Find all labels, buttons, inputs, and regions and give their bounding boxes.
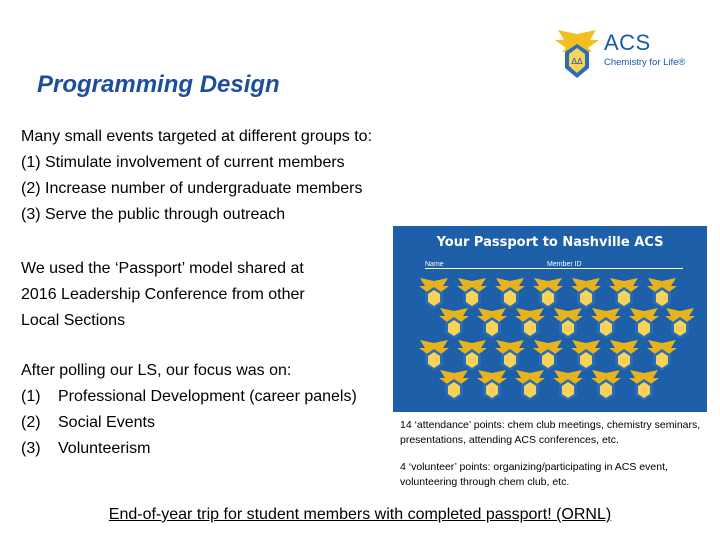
passport-model-paragraph <box>21 256 305 334</box>
acs-stamp-icon <box>589 306 623 340</box>
acs-stamp-icon <box>513 368 547 402</box>
intro-item: (3) Serve the public through outreach <box>21 206 286 223</box>
passport-fields <box>425 261 683 269</box>
acs-stamp-icon <box>607 276 641 310</box>
focus-heading: After polling our LS, our focus was on: <box>21 362 292 379</box>
intro-heading: Many small events targeted at different groups to: <box>21 128 373 145</box>
acs-stamp-icon <box>551 306 585 340</box>
volunteer-points-note: 4 ‘volunteer’ points: organizing/participating in ACS event, volunteering through chem club, etc. <box>400 461 668 488</box>
attendance-points-note: 14 ‘attendance’ points: chem club meetings, chemistry seminars, presentations, attending ACS conferences, etc. <box>400 419 701 446</box>
acs-stamp-icon <box>627 368 661 402</box>
focus-item-number: (3) <box>21 440 41 457</box>
acs-stamp-icon <box>475 368 509 402</box>
logo-acs-text: ACS <box>604 30 651 55</box>
focus-item-text: Professional Development (career panels) <box>58 388 357 405</box>
paragraph-line: 2016 Leadership Conference from other <box>21 286 305 303</box>
acs-stamp-icon <box>455 338 489 372</box>
acs-stamp-icon <box>531 338 565 372</box>
acs-stamp-icon <box>663 306 697 340</box>
focus-item-number: (2) <box>21 414 41 431</box>
intro-item: (1) Stimulate involvement of current members <box>21 154 345 171</box>
paragraph-line: Local Sections <box>21 312 126 329</box>
acs-stamp-icon <box>475 306 509 340</box>
focus-item-text: Social Events <box>58 414 155 431</box>
acs-stamp-icon <box>569 276 603 310</box>
acs-logo <box>552 28 692 84</box>
acs-stamp-icon <box>531 276 565 310</box>
end-of-year-trip-note: End-of-year trip for student members with completed passport! (ORNL) <box>108 506 612 523</box>
focus-item <box>21 384 357 410</box>
acs-stamp-icon <box>437 306 471 340</box>
acs-stamp-icon <box>645 276 679 310</box>
acs-stamp-icon <box>627 306 661 340</box>
logo-tagline: Chemistry for Life® <box>604 57 686 68</box>
acs-eagle-emblem-icon <box>552 28 602 84</box>
acs-stamp-icon <box>455 276 489 310</box>
focus-item <box>21 436 357 462</box>
acs-stamp-icon <box>437 368 471 402</box>
intro-list <box>21 124 372 228</box>
slide-title: Programming Design <box>37 71 280 98</box>
focus-list <box>21 358 357 462</box>
passport-title: Your Passport to Nashville ACS <box>436 235 664 250</box>
focus-item-number: (1) <box>21 388 41 405</box>
acs-stamp-icon <box>513 306 547 340</box>
acs-stamp-icon <box>589 368 623 402</box>
acs-stamp-icon <box>493 338 527 372</box>
acs-stamp-icon <box>493 276 527 310</box>
passport-image <box>393 226 707 412</box>
focus-item <box>21 410 357 436</box>
passport-member-id-field: Member ID <box>547 261 683 269</box>
intro-item: (2) Increase number of undergraduate members <box>21 180 363 197</box>
paragraph-line: We used the ‘Passport’ model shared at <box>21 260 304 277</box>
focus-item-text: Volunteerism <box>58 440 151 457</box>
passport-name-field: Name <box>425 261 547 269</box>
acs-stamp-icon <box>551 368 585 402</box>
acs-stamp-icon <box>417 338 451 372</box>
acs-stamp-icon <box>417 276 451 310</box>
acs-stamp-icon <box>569 338 603 372</box>
acs-stamp-icon <box>645 338 679 372</box>
svg-text:ΔΔ: ΔΔ <box>571 57 583 66</box>
acs-stamp-icon <box>607 338 641 372</box>
